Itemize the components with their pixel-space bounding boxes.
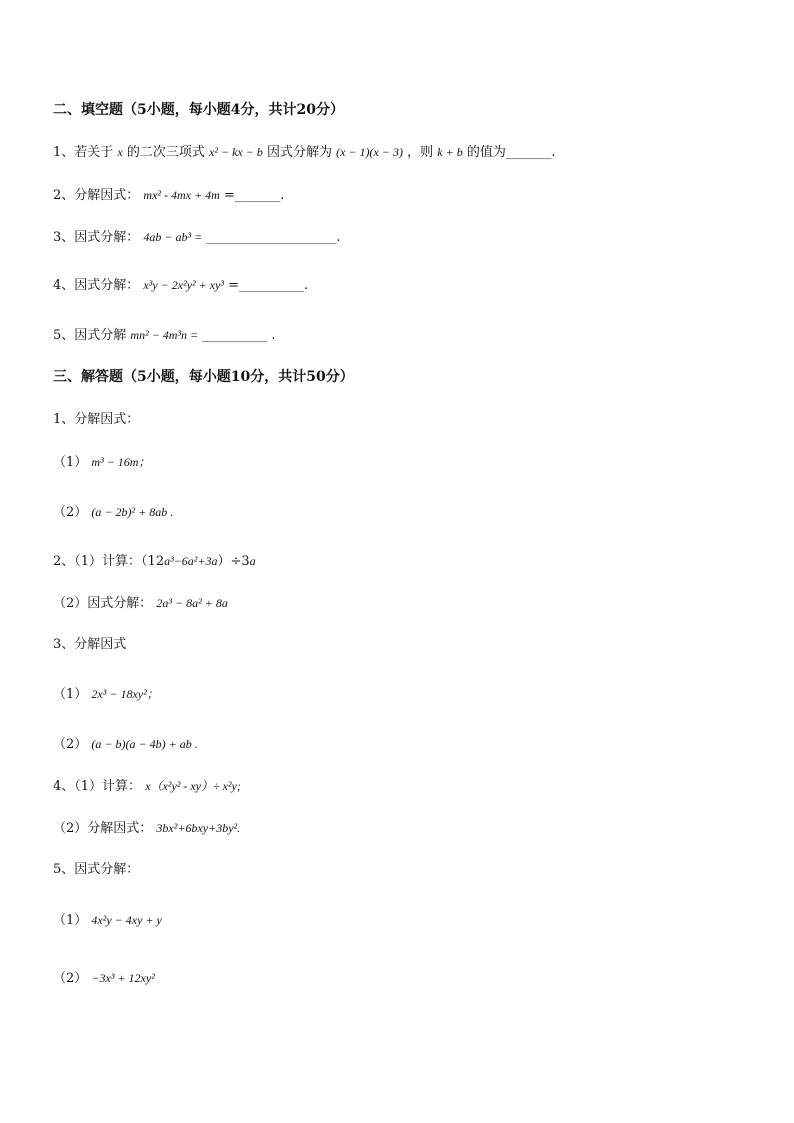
part-label: （1） [53, 687, 88, 702]
q1-prefix: 1、若关于 [53, 145, 114, 160]
part-expression: −3x³ + 12xy² [91, 971, 155, 985]
fill-question-4 [53, 276, 308, 295]
q3-prefix: 3、因式分解： [53, 230, 140, 245]
answer-question-4-part-1 [53, 777, 241, 796]
answer-question-3-title: 3、分解因式 [53, 637, 127, 652]
part-label: （1） [53, 913, 88, 928]
section2-heading: 二、填空题（5小题，每小题4分，共计20分） [53, 102, 344, 118]
answer-question-3-part-2 [53, 735, 198, 754]
q5-prefix: 5、因式分解 [53, 328, 127, 343]
part-divide: ）÷3 [217, 554, 250, 569]
answer-question-5-title: 5、因式分解： [53, 862, 140, 877]
part-expression: 2a³ − 8a² + 8a [156, 596, 228, 610]
fill-question-5 [53, 326, 276, 345]
q5-blank: __________ . [202, 328, 276, 343]
q5-expression: mn² − 4m³n = [130, 328, 199, 342]
part-expression: a³−6a²+3a [164, 554, 218, 568]
q2-expression: mx² - 4mx + 4m [143, 188, 220, 202]
part-expression: (a − 2b)² + 8ab . [91, 505, 174, 519]
part-label: （1） [53, 455, 88, 470]
fill-question-1 [53, 143, 555, 162]
q1-text2: 因式分解为 [266, 145, 332, 160]
q1-expression: x² − kx − b [209, 145, 263, 159]
q2-blank: =_______. [223, 188, 285, 203]
part-expression: 3bx²+6bxy+3by². [156, 821, 241, 835]
q1-blank: 的值为_______. [466, 145, 556, 160]
q1-sum: k + b [437, 145, 463, 159]
part-expression: m³ − 16m； [91, 455, 151, 469]
part-label: （2）分解因式： [53, 821, 153, 836]
part-divisor: a [249, 554, 256, 568]
q1-var-x: x [117, 145, 123, 159]
q4-prefix: 4、因式分解： [53, 278, 140, 293]
part-label: 4、（1）计算： [53, 779, 142, 794]
answer-question-2-part-2 [53, 594, 228, 613]
q4-expression: x³y − 2x²y² + xy³ [143, 278, 224, 292]
part-expression: 2x³ − 18xy²； [91, 687, 159, 701]
q4-blank: =__________. [228, 278, 309, 293]
part-expression: 4x²y − 4xy + y [91, 913, 162, 927]
section3-heading: 三、解答题（5小题，每小题10分，共计50分） [53, 369, 354, 385]
q3-blank: ____________________. [206, 230, 341, 245]
fill-question-3 [53, 228, 341, 247]
part-label: （2） [53, 737, 88, 752]
part-label: （2） [53, 971, 88, 986]
answer-question-4-part-2 [53, 819, 240, 838]
fill-question-2 [53, 186, 284, 205]
q1-text: 的二次三项式 [126, 145, 205, 160]
q3-expression: 4ab − ab³ = [143, 230, 203, 244]
q2-prefix: 2、分解因式： [53, 188, 140, 203]
answer-question-5-part-2 [53, 969, 155, 988]
answer-question-5-part-1 [53, 911, 162, 930]
answer-question-1-part-2 [53, 503, 173, 522]
part-expression: (a − b)(a − 4b) + ab . [91, 737, 198, 751]
part-label: （2）因式分解： [53, 596, 153, 611]
answer-question-1-part-1 [53, 453, 150, 472]
part-label: （2） [53, 505, 88, 520]
answer-question-3-part-1 [53, 685, 159, 704]
part-label: 2、（1）计算：（12 [53, 554, 165, 569]
answer-question-2-part-1 [53, 552, 256, 571]
answer-question-1-title: 1、分解因式： [53, 412, 140, 427]
q1-text3: ，则 [407, 145, 434, 160]
q1-factored: (x − 1)(x − 3) [336, 145, 403, 159]
part-expression: x（x²y² - xy）÷ x²y; [145, 779, 241, 793]
